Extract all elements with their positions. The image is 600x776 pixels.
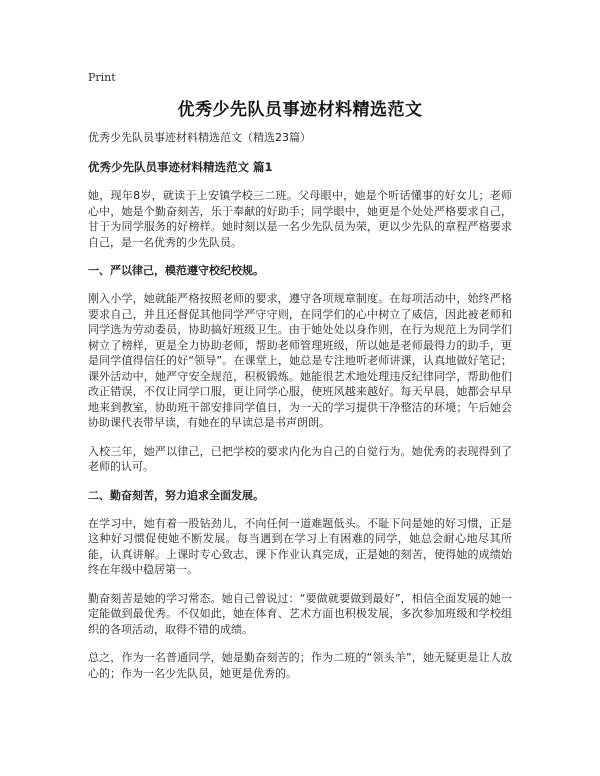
print-link[interactable]: Print: [88, 71, 116, 84]
document-body: [88, 130, 512, 694]
heading-diligence: 二、勤奋刻苦，努力追求全面发展。: [88, 488, 264, 502]
paragraph-discipline: 刚入小学，她就能严格按照老师的要求，遵守各项规章制度。在每项活动中，始终严格要求自己，并且还督促其他同学严守守则，在同学们的心中树立了威信，因此被老师和同学选为劳动委员，协助搞好班级卫生。由于她处处以身作则，在行为规范上为同学们树立了榜样，更是全力协助老师，帮助老师管理班级，所以她是老师最得力的助手，更是同学值得信任的好“领导”。在课堂上，她总是专注地听老师讲课，认真地做好笔记；课外活动中，她严守安全规范，积极锻炼。她能很艺术地处理违反纪律同学，帮助他们改正错误，不仅让同学口服，更让同学心服，使班风越来越好。每天早晨，她都会早早地来到教室，协助班干部安排同学值日，为一天的学习提供干净整洁的环境；午后她会协助课代表带早读，有她在的早读总是书声朗朗。: [88, 292, 512, 429]
document-subtitle: 优秀少先队员事迹材料精选范文（精选23篇）: [88, 131, 311, 144]
heading-discipline: 一、严以律己，模范遵守校纪校规。: [88, 264, 264, 277]
paragraph-diligence: 在学习中，她有着一股钻劲儿，不向任何一道难题低头。不耻下问是她的好习惯，正是这种好习惯促使她不断发展。每当遇到在学习上有困难的同学，她总会耐心地尽其所能，认真讲解。上课时专心致志，课下作业认真完成，正是她的刻苦，使得她的成绩始终在年级中稳居第一。: [88, 516, 512, 576]
page-title: 优秀少先队员事迹材料精选范文: [177, 100, 423, 120]
paragraph-discipline-summary: 入校三年，她严以律己，已把学校的要求内化为自己的自觉行为。她优秀的表现得到了老师的认可。: [88, 444, 512, 473]
paragraph-conclusion: 总之，作为一名普通同学，她是勤奋刻苦的；作为二班的“领头羊”，她无疑更是让人放心的；作为一名少先队员，她更是优秀的。: [88, 651, 512, 680]
paragraph-all-round: 勤奋刻苦是她的学习常态。她自己曾说过：“要做就要做到最好”，相信全面发展的她一定能做到最优秀。不仅如此，她在体育、艺术方面也积极发展，多次参加班级和学校组织的各项活动，取得不错的成绩。: [88, 591, 512, 636]
paragraph-intro: 她，现年8岁，就读于上安镇学校三二班。父母眼中，她是个听话懂事的好女儿；老师心中，她是个勤奋刻苦，乐于奉献的好助手；同学眼中，她更是个处处严格要求自己，甘于为同学服务的好榜样。她时刻以是一名少先队员为荣，更以少先队的章程严格要求自己，是一名优秀的少先队员。: [88, 189, 512, 249]
section-title: 优秀少先队员事迹材料精选范文 篇1: [88, 160, 273, 174]
